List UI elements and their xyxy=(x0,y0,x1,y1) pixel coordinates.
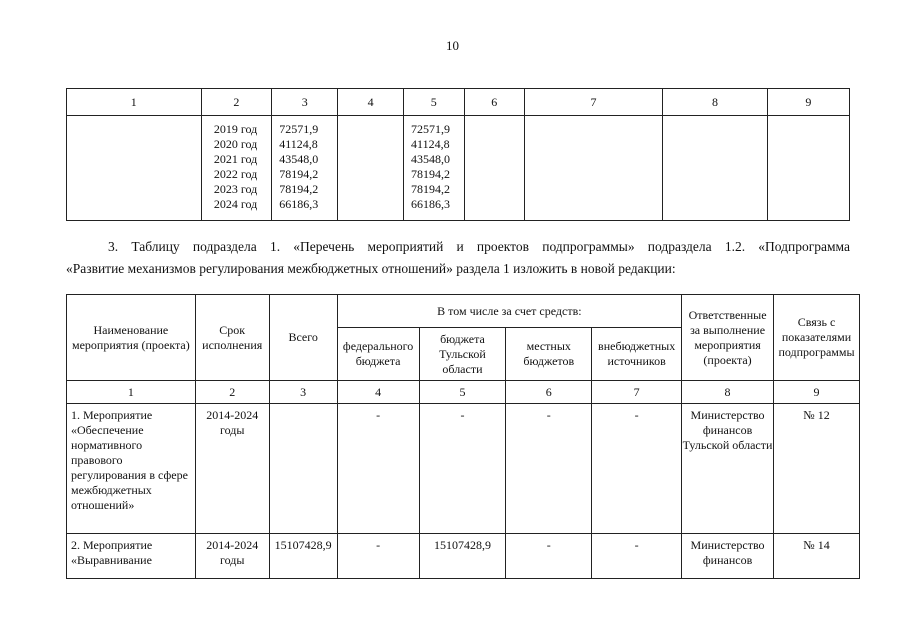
column-number: 4 xyxy=(337,381,419,404)
funding-by-year-table xyxy=(66,88,850,221)
regional-values-cell xyxy=(404,116,465,221)
measure-link: № 14 xyxy=(774,534,860,579)
value: 43548,0 xyxy=(411,152,451,166)
year: 2022 год xyxy=(213,167,258,181)
value: 43548,0 xyxy=(279,152,319,166)
value: 78194,2 xyxy=(279,167,319,181)
paragraph-line-2: «Развитие механизмов регулирования межбюджетных отношений» раздела 1 изложить в новой редакции: xyxy=(66,261,676,276)
column-number: 1 xyxy=(67,89,202,116)
column-number: 5 xyxy=(419,381,506,404)
header-extra: внебюджетных источников xyxy=(592,328,682,381)
column-number: 2 xyxy=(201,89,272,116)
measure-total xyxy=(269,404,337,534)
measure-responsible: Министерство финансов Тульской области xyxy=(682,404,774,534)
measure-federal: - xyxy=(337,404,419,534)
column-number: 9 xyxy=(767,89,849,116)
measure-name: 2. Мероприятие «Выравнивание xyxy=(67,534,196,579)
column-number: 2 xyxy=(195,381,269,404)
column-number: 6 xyxy=(464,89,524,116)
header-total: Всего xyxy=(269,295,337,381)
measure-link: № 12 xyxy=(774,404,860,534)
measures-table xyxy=(66,294,860,579)
header-responsible: Ответственные за выполнение мероприятия (проекта) xyxy=(682,295,774,381)
value: 78194,2 xyxy=(411,167,451,181)
year: 2023 год xyxy=(213,182,258,196)
year: 2024 год xyxy=(213,197,258,211)
value: 72571,9 xyxy=(411,122,451,136)
measure-extra: - xyxy=(592,404,682,534)
header-regional: бюджета Тульской области xyxy=(419,328,506,381)
value: 66186,3 xyxy=(279,197,319,211)
column-number: 6 xyxy=(506,381,592,404)
value: 72571,9 xyxy=(279,122,319,136)
value: 78194,2 xyxy=(411,182,451,196)
column-number: 7 xyxy=(592,381,682,404)
measure-term: 2014-2024 годы xyxy=(195,404,269,534)
header-term: Срок исполнения xyxy=(195,295,269,381)
column-number: 3 xyxy=(272,89,338,116)
measure-name: 1. Мероприятие «Обеспечение нормативного правового регулирования в сфере межбюджетных отношений» xyxy=(67,404,196,534)
years-cell xyxy=(201,116,272,221)
column-number: 1 xyxy=(67,381,196,404)
year: 2021 год xyxy=(213,152,258,166)
measure-extra: - xyxy=(592,534,682,579)
paragraph-line-1: 3. Таблицу подраздела 1. «Перечень мероприятий и проектов подпрограммы» подраздела 1.2. «Подпрограмма xyxy=(108,239,850,254)
measure-regional: - xyxy=(419,404,506,534)
empty-cell xyxy=(67,116,202,221)
empty-cell xyxy=(524,116,662,221)
table-row xyxy=(67,116,850,221)
column-number: 9 xyxy=(774,381,860,404)
year: 2020 год xyxy=(213,137,258,151)
measure-federal: - xyxy=(337,534,419,579)
measure-term: 2014-2024 годы xyxy=(195,534,269,579)
year: 2019 год xyxy=(213,122,258,136)
empty-cell xyxy=(464,116,524,221)
column-numbers-row xyxy=(67,381,860,404)
table-header-row xyxy=(67,295,860,328)
column-number: 8 xyxy=(663,89,768,116)
header-local: местных бюджетов xyxy=(506,328,592,381)
table-row xyxy=(67,404,860,534)
empty-cell xyxy=(663,116,768,221)
measure-responsible: Министерство финансов xyxy=(682,534,774,579)
total-values-cell xyxy=(272,116,338,221)
value: 41124,8 xyxy=(279,137,318,151)
value: 66186,3 xyxy=(411,197,451,211)
column-number: 4 xyxy=(338,89,404,116)
measure-total: 15107428,9 xyxy=(269,534,337,579)
table-row xyxy=(67,534,860,579)
value: 41124,8 xyxy=(411,137,450,151)
measure-regional: 15107428,9 xyxy=(419,534,506,579)
empty-cell xyxy=(338,116,404,221)
header-link: Связь с показателями подпрограммы xyxy=(774,295,860,381)
measure-local: - xyxy=(506,534,592,579)
header-federal: федерального бюджета xyxy=(337,328,419,381)
empty-cell xyxy=(767,116,849,221)
table-header-row xyxy=(67,89,850,116)
header-name: Наименование мероприятия (проекта) xyxy=(67,295,196,381)
value: 78194,2 xyxy=(279,182,319,196)
page-number: 10 xyxy=(446,38,459,53)
column-number: 5 xyxy=(404,89,465,116)
measure-local: - xyxy=(506,404,592,534)
column-number: 3 xyxy=(269,381,337,404)
header-including: В том числе за счет средств: xyxy=(337,295,681,328)
column-number: 8 xyxy=(682,381,774,404)
column-number: 7 xyxy=(524,89,662,116)
